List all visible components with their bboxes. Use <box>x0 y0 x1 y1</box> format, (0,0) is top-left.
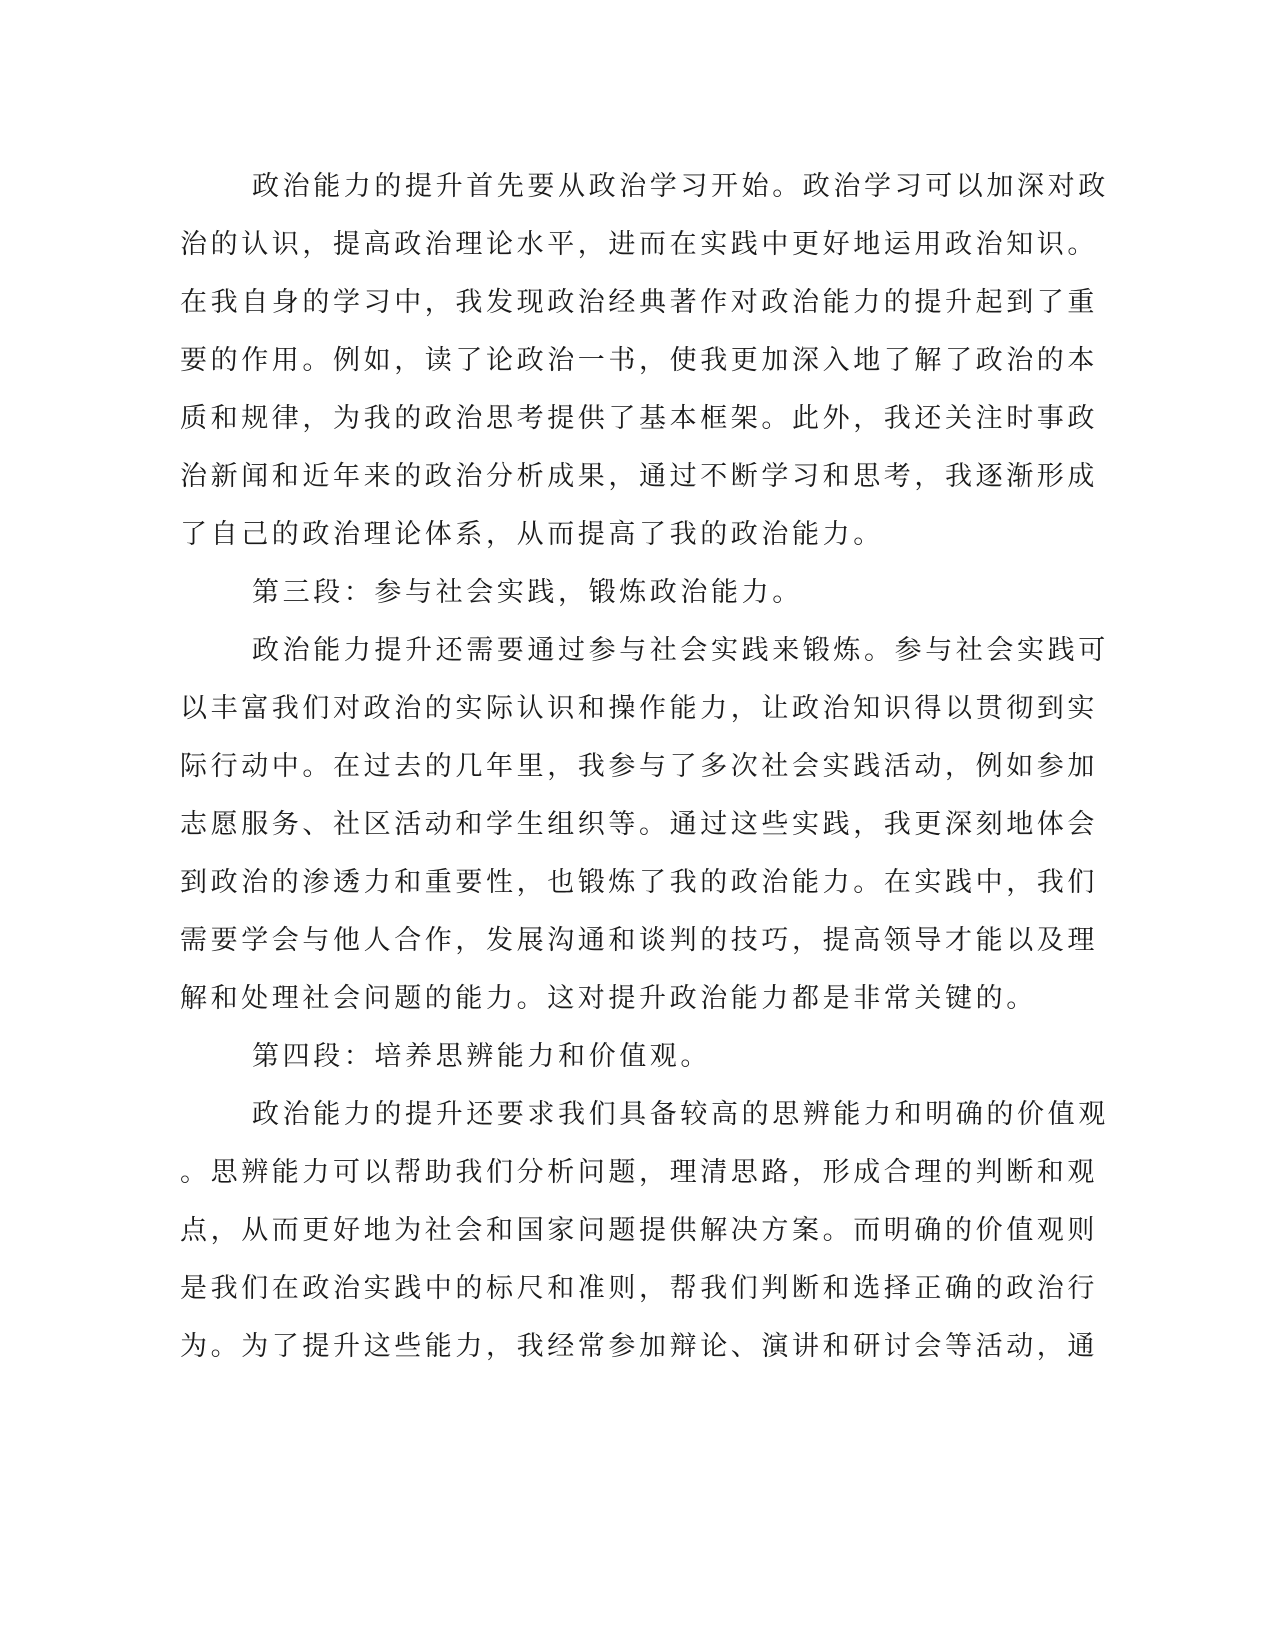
paragraph-line: 质和规律，为我的政治思考提供了基本框架。此外，我还关注时事政 <box>180 403 1098 434</box>
paragraph-line: 需要学会与他人合作，发展沟通和谈判的技巧，提高领导才能以及理 <box>180 925 1098 956</box>
paragraph-line: 了自己的政治理论体系，从而提高了我的政治能力。 <box>180 519 884 550</box>
section-heading: 第三段：参与社会实践，锻炼政治能力。 <box>252 577 803 608</box>
paragraph-line: 。思辨能力可以帮助我们分析问题，理清思路，形成合理的判断和观 <box>180 1157 1098 1188</box>
paragraph-line: 到政治的渗透力和重要性，也锻炼了我的政治能力。在实践中，我们 <box>180 867 1098 898</box>
paragraph-line: 政治能力的提升还要求我们具备较高的思辨能力和明确的价值观 <box>252 1099 1109 1130</box>
document-body <box>180 158 1109 1376</box>
paragraph-line: 以丰富我们对政治的实际认识和操作能力，让政治知识得以贯彻到实 <box>180 693 1098 724</box>
paragraph-line: 为。为了提升这些能力，我经常参加辩论、演讲和研讨会等活动，通 <box>180 1331 1098 1362</box>
paragraph-line: 是我们在政治实践中的标尺和准则，帮我们判断和选择正确的政治行 <box>180 1273 1098 1304</box>
paragraph-line: 政治能力提升还需要通过参与社会实践来锻炼。参与社会实践可 <box>252 635 1109 666</box>
paragraph-line: 政治能力的提升首先要从政治学习开始。政治学习可以加深对政 <box>252 171 1109 202</box>
paragraph-line: 治新闻和近年来的政治分析成果，通过不断学习和思考，我逐渐形成 <box>180 461 1098 492</box>
section-heading: 第四段：培养思辨能力和价值观。 <box>252 1041 711 1072</box>
paragraph-line: 点，从而更好地为社会和国家问题提供解决方案。而明确的价值观则 <box>180 1215 1098 1246</box>
paragraph-line: 解和处理社会问题的能力。这对提升政治能力都是非常关键的。 <box>180 983 1037 1014</box>
paragraph-line: 在我自身的学习中，我发现政治经典著作对政治能力的提升起到了重 <box>180 287 1098 318</box>
paragraph-line: 治的认识，提高政治理论水平，进而在实践中更好地运用政治知识。 <box>180 229 1098 260</box>
paragraph-line: 际行动中。在过去的几年里，我参与了多次社会实践活动，例如参加 <box>180 751 1098 782</box>
paragraph-line: 要的作用。例如，读了论政治一书，使我更加深入地了解了政治的本 <box>180 345 1098 376</box>
paragraph-line: 志愿服务、社区活动和学生组织等。通过这些实践，我更深刻地体会 <box>180 809 1098 840</box>
